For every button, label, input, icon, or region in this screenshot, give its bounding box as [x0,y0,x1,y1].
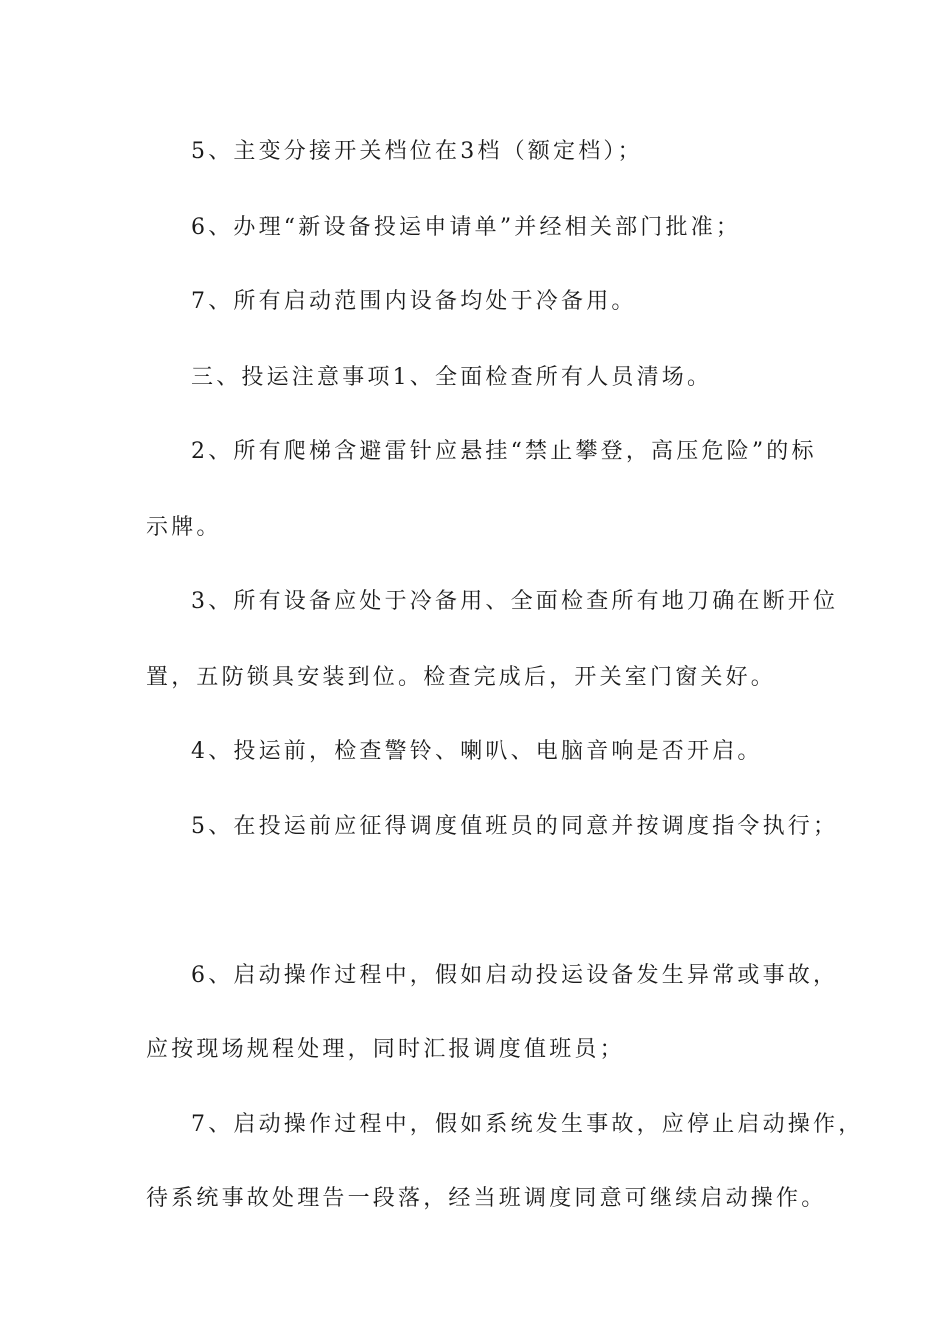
paragraph-line: 三、投运注意事项1、全面检查所有人员清场。 [191,365,713,390]
paragraph-line: 待系统事故处理告一段落，经当班调度同意可继续启动操作。 [146,1186,827,1211]
paragraph-line: 6、办理“新设备投运申请单”并经相关部门批准； [191,215,742,240]
paragraph-line: 6、启动操作过程中，假如启动投运设备发生异常或事故， [191,963,839,988]
paragraph-line: 4、投运前，检查警铃、喇叭、电脑音响是否开启。 [191,739,763,764]
paragraph-line: 2、所有爬梯含避雷针应悬挂“禁止攀登，高压危险”的标 [191,439,817,464]
paragraph-line: 5、主变分接开关档位在3档（额定档）； [191,139,643,164]
paragraph-line: 7、启动操作过程中，假如系统发生事故，应停止启动操作， [191,1112,864,1137]
paragraph-line: 应按现场规程处理，同时汇报调度值班员； [146,1037,625,1062]
paragraph-line: 7、所有启动范围内设备均处于冷备用。 [191,289,637,314]
paragraph-line: 5、在投运前应征得调度值班员的同意并按调度指令执行； [191,814,839,839]
paragraph-line: 3、所有设备应处于冷备用、全面检查所有地刀确在断开位 [191,589,839,614]
paragraph-line: 示牌。 [146,515,222,540]
paragraph-line: 置，五防锁具安装到位。检查完成后，开关室门窗关好。 [146,665,777,690]
